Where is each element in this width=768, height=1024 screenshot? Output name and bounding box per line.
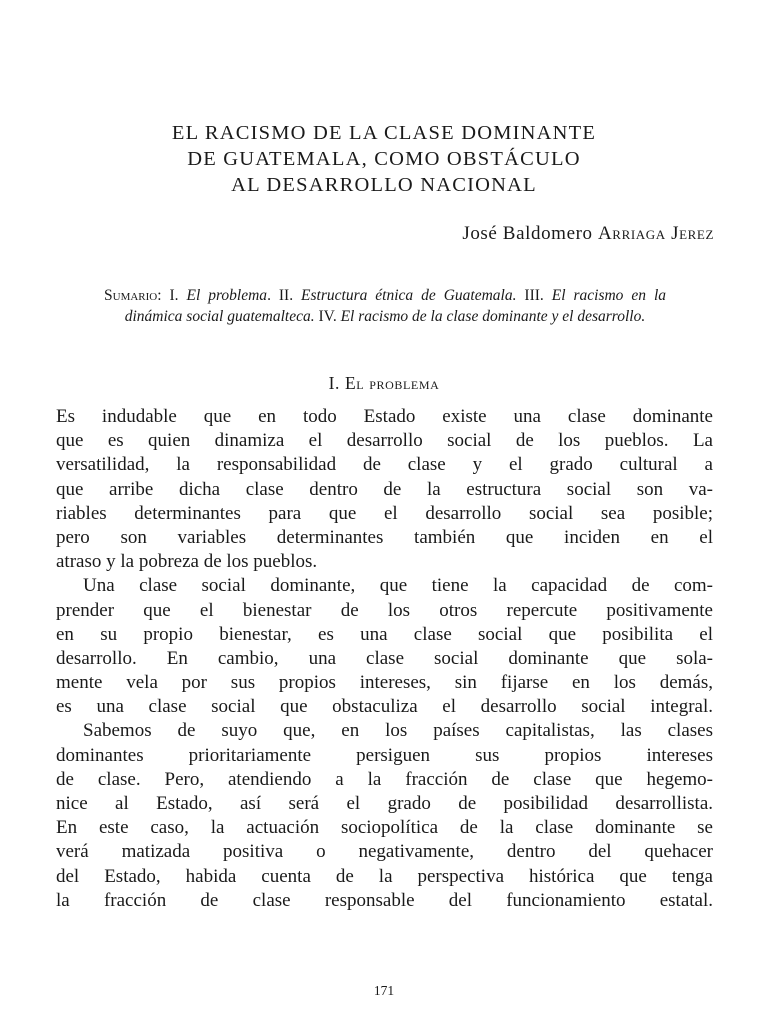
body-line-4: que arribe dicha clase dentro de la estructura social son va- (56, 478, 713, 500)
body-line-6: pero son variables determinantes también que inciden en el (56, 526, 713, 548)
body-line-19: verá matizada positiva o negativamente, dentro del quehacer (56, 841, 713, 863)
summary-item-1-title: El problema (186, 287, 268, 304)
author-surname-1: Arriaga (597, 223, 666, 244)
body-line-1: Es indudable que en todo Estado existe una clase dominante (56, 406, 713, 427)
body-line-9: prender que el bienestar de los otros repercute positivamente (56, 599, 713, 621)
section-title: El problema (345, 373, 440, 393)
article-title (0, 120, 768, 198)
summary-item-4-number: IV. (318, 308, 337, 325)
body-line-5: riables determinantes para que el desarrollo social sea posible; (56, 502, 713, 524)
author-surname-2: Jerez (671, 223, 714, 244)
title-line-1: EL RACISMO DE LA CLASE DOMINANTE (171, 122, 597, 144)
summary-item-3-number: III. (524, 287, 544, 304)
body-line-8: Una clase social dominante, que tiene la capacidad de com- (83, 575, 713, 597)
body-line-3: versatilidad, la responsabilidad de clase y el grado cultural a (56, 454, 713, 476)
author-given-names: José Baldomero (462, 223, 593, 244)
body-line-11: desarrollo. En cambio, una clase social dominante que sola- (56, 647, 713, 669)
title-line-2: DE GUATEMALA, COMO OBSTÁCULO (187, 148, 581, 170)
body-line-16: de clase. Pero, atendiendo a la fracción de clase que hegemo- (56, 768, 713, 790)
body-line-10: en su propio bienestar, es una clase social que posibilita el (56, 623, 713, 645)
body-line-20: del Estado, habida cuenta de la perspectiva histórica que tenga (56, 865, 713, 887)
body-line-13: es una clase social que obstaculiza el desarrollo social integral. (56, 696, 713, 718)
author-name (462, 223, 714, 245)
body-line-17: nice al Estado, así será el grado de posibilidad desarrollista. (56, 793, 713, 814)
body-line-2: que es quien dinamiza el desarrollo social de los pueblos. La (56, 430, 713, 452)
body-text (56, 405, 713, 913)
summary-item-3-title: El racismo en la dinámica social guatemalteca. (124, 287, 667, 325)
body-line-12: mente vela por sus propios intereses, sin fijarse en los demás, (56, 672, 713, 694)
page-number: 171 (373, 983, 395, 998)
summary-item-4-title: El racismo de la clase dominante y el desarrollo. (340, 308, 646, 325)
summary-item-1-number: I. (169, 287, 179, 304)
body-line-15: dominantes prioritariamente persiguen sus propios intereses (56, 744, 713, 766)
title-line-3: AL DESARROLLO NACIONAL (231, 174, 537, 196)
section-number: I. (328, 373, 341, 393)
section-heading (0, 373, 768, 394)
summary-label: Sumario: (104, 287, 162, 304)
body-line-21: la fracción de clase responsable del funcionamiento estatal. (56, 889, 713, 911)
summary: Sumario: I. El problema. II. Estructura étnica de Guatemala. III. El racismo en la dinámica social guatemalteca. IV. El racismo de la clase dominante y el desarrollo. (104, 287, 667, 325)
summary-item-2-number: II. (278, 287, 294, 304)
summary-item-2-title: Estructura étnica de Guatemala. (301, 287, 517, 304)
body-line-7: atraso y la pobreza de los pueblos. (56, 551, 318, 573)
body-line-14: Sabemos de suyo que, en los países capitalistas, las clases (83, 720, 713, 742)
body-line-18: En este caso, la actuación sociopolítica de la clase dominante se (56, 817, 713, 839)
